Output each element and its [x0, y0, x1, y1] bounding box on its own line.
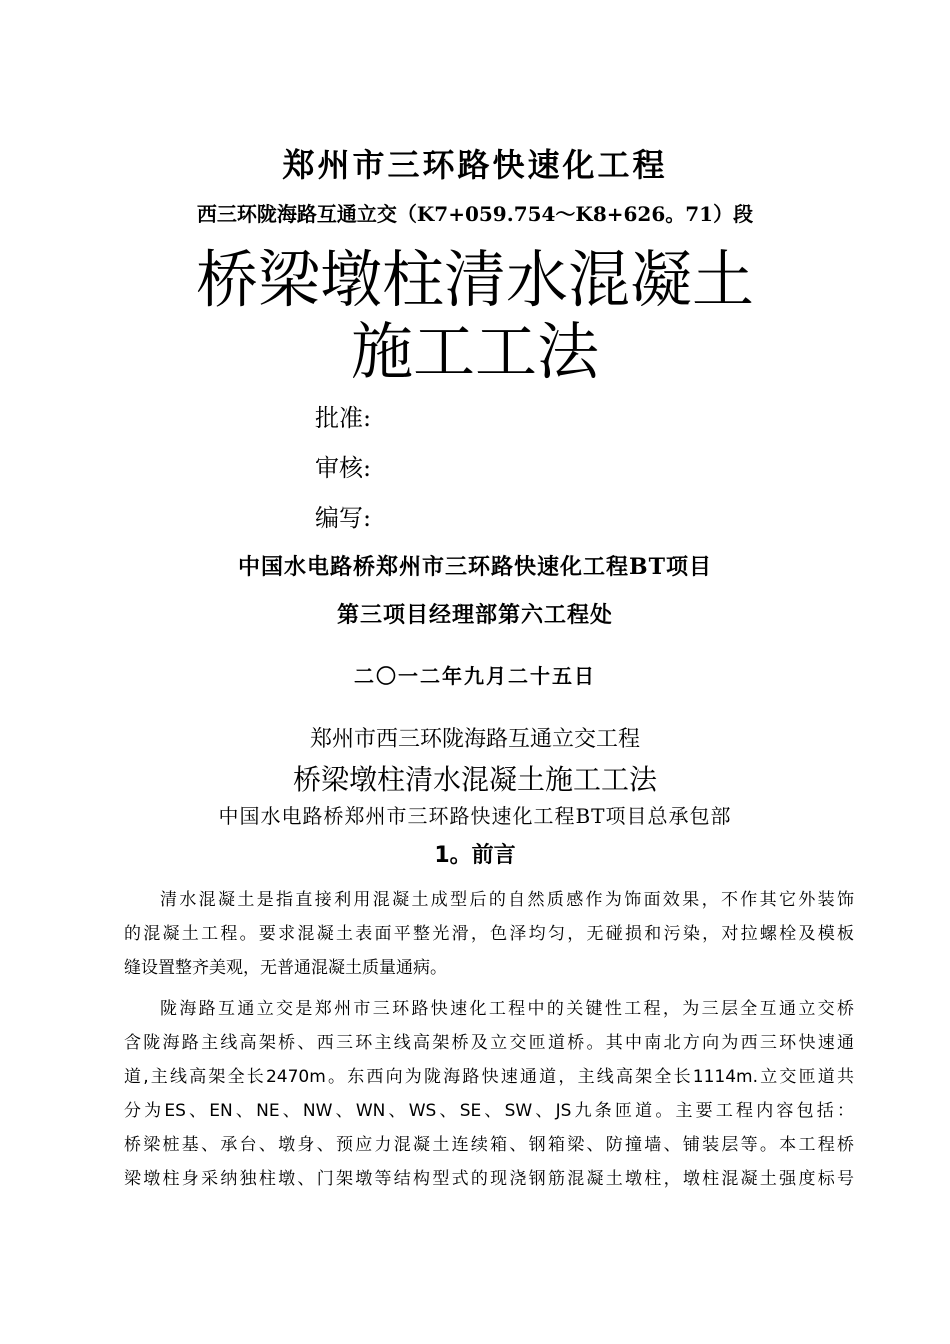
- paragraph-line: 缝设置整齐美观，无普通混凝土质量通病。: [124, 958, 447, 978]
- cover-subtitle: 西三环陇海路互通立交（K7+059.754～K8+626。71）段: [196, 202, 754, 226]
- cover-title: 郑州市三环路快速化工程: [282, 146, 668, 184]
- cover-date: 二〇一二年九月二十五日: [354, 664, 596, 688]
- paragraph-line: 道,主线高架全长2470m。东西向为陇海路快速通道，主线高架全长1114m.立交匝道共: [124, 1067, 854, 1087]
- sign-write-label: 编写:: [315, 504, 372, 532]
- document-project-name: 郑州市西三环陇海路互通立交工程: [309, 727, 640, 752]
- sign-review-label: 审核:: [315, 454, 372, 482]
- document-title: 桥梁墩柱清水混凝土施工工法: [292, 763, 657, 796]
- paragraph-line: 含陇海路主线高架桥、西三环主线高架桥及立交匝道桥。其中南北方向为西三环快速通: [124, 1033, 854, 1053]
- paragraph-line: 陇海路互通立交是郑州市三环路快速化工程中的关键性工程，为三层全互通立交桥: [160, 999, 854, 1019]
- sign-approve-label: 批准:: [315, 404, 372, 432]
- paragraph-line: 分为ES、EN、NE、NW、WN、WS、SE、SW、JS九条匝道。主要工程内容包括：: [124, 1101, 854, 1121]
- cover-main-title-line2: 施工工法: [350, 315, 599, 388]
- cover-organization-line2: 第三项目经理部第六工程处: [336, 602, 613, 628]
- cover-main-title-line1: 桥梁墩柱清水混凝土: [195, 243, 754, 316]
- paragraph-2: [124, 992, 854, 1196]
- paragraph-line: 梁墩柱身采纳独柱墩、门架墩等结构型式的现浇钢筋混凝土墩柱，墩柱混凝土强度标号: [124, 1169, 854, 1189]
- cover-organization-line1: 中国水电路桥郑州市三环路快速化工程BT项目: [238, 554, 712, 580]
- paragraph-line: 的混凝土工程。要求混凝土表面平整光滑，色泽均匀，无碰损和污染，对拉螺栓及模板: [124, 924, 854, 944]
- paragraph-1: [124, 883, 854, 985]
- document-organization: 中国水电路桥郑州市三环路快速化工程BT项目总承包部: [218, 804, 732, 828]
- paragraph-line: 清水混凝土是指直接利用混凝土成型后的自然质感作为饰面效果，不作其它外装饰: [160, 890, 854, 910]
- paragraph-line: 桥梁桩基、承台、墩身、预应力混凝土连续箱、钢箱梁、防撞墙、铺装层等。本工程桥: [124, 1135, 854, 1155]
- section-heading: 1。前言: [434, 843, 516, 868]
